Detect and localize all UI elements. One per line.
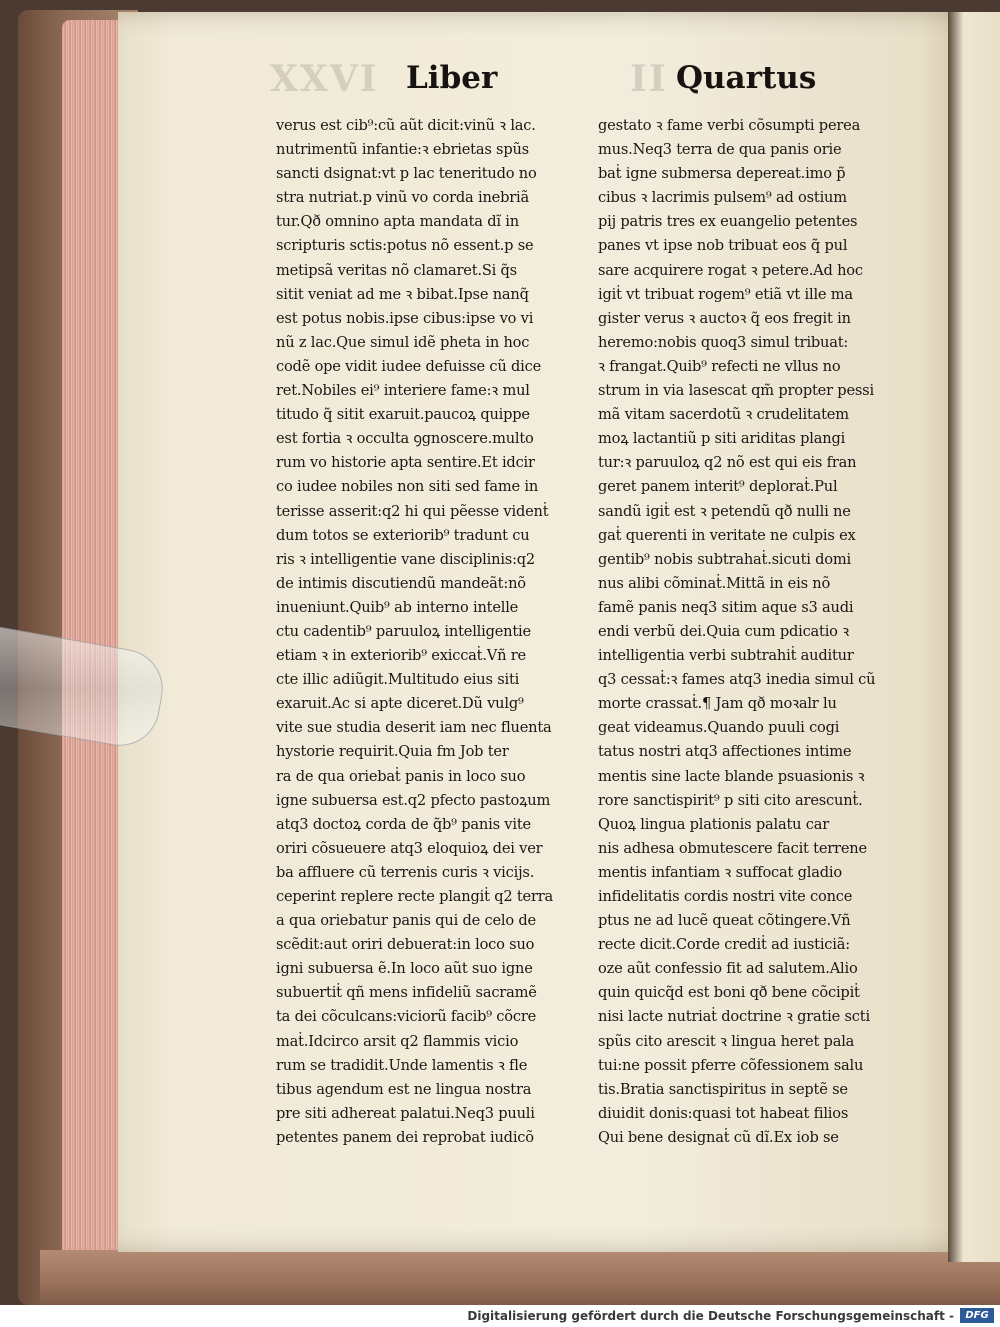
- text-line: nis adhesa obmutescere facit terrene: [598, 839, 867, 857]
- text-line: pre siti adhereat palatui.Neq3 puuli: [276, 1104, 535, 1122]
- text-line: Qui bene designaṫ cũ dĩ.Ex iob se: [598, 1128, 839, 1146]
- text-line: gestato ꝛ fame verbi cõsumpti perea: [598, 117, 861, 134]
- text-line: rum se tradidit.Unde lamentis ꝛ fle: [276, 1056, 528, 1074]
- text-line: recte dicit.Corde crediṫ ad iusticiã:: [598, 936, 850, 954]
- text-line: rore sanctispirit⁹ p siti cito arescunṫ.: [598, 791, 863, 809]
- text-line: Quoꝝ lingua plationis palatu car: [598, 815, 830, 833]
- text-line: est fortia ꝛ occulta ꝯgnoscere.multo: [276, 430, 534, 448]
- text-line: intelligentia verbi subtrahiṫ auditur: [598, 647, 854, 665]
- text-line: mentis infantiam ꝛ suffocat gladio: [598, 863, 842, 881]
- text-line: q3 cessaṫ:ꝛ fames atq3 inedia simul cũ: [598, 671, 876, 689]
- text-line: tur.Qð omnino apta mandata dĩ in: [276, 213, 519, 231]
- text-line: de intimis discutiendũ mandeãt:nõ: [276, 574, 526, 592]
- text-line: nutrimentũ infantie:ꝛ ebrietas spũs: [276, 141, 529, 159]
- text-line: infidelitatis cordis nostri vite conce: [598, 888, 853, 905]
- text-line: hystorie requirit.Quia fm Job ter: [276, 743, 509, 761]
- text-line: ta dei cõculcans:viciorũ facib⁹ cõcre: [276, 1008, 537, 1026]
- text-line: gaṫ querenti in veritate ne culpis ex: [598, 526, 856, 544]
- text-line: morte crassaṫ.¶ Jam qð moꝛalr lu: [598, 695, 837, 713]
- text-line: geat videamus.Quando puuli cogi: [598, 719, 840, 737]
- text-line: terisse asserit:q2 hi qui pẽesse videnṫ: [276, 502, 549, 520]
- text-line: cibus ꝛ lacrimis pulsem⁹ ad ostium: [598, 189, 847, 207]
- text-line: a qua oriebatur panis qui de celo de: [276, 912, 536, 930]
- text-line: baṫ igne submersa depereat.imo p̃: [598, 165, 846, 183]
- text-line: stra nutriat.p vinũ vo corda inebriã: [276, 189, 529, 207]
- text-line: ceperint replere recte plangiṫ q2 terra: [276, 888, 554, 905]
- text-line: metipsã veritas nõ clamaret.Si q̃s: [276, 261, 517, 279]
- text-line: etiam ꝛ in exteriorib⁹ exiccaṫ.Vñ re: [276, 647, 526, 665]
- text-line: gentib⁹ nobis subtrahaṫ.sicuti domi: [598, 550, 851, 568]
- text-line: ba affluere cũ terrenis curis ꝛ vicijs.: [276, 863, 535, 881]
- funding-notice: Digitalisierung gefördert durch die Deutsche Forschungsgemeinschaft -: [467, 1309, 954, 1323]
- text-line: rum vo historie apta sentire.Et idcir: [276, 454, 535, 472]
- text-line: quin quicq̃d est boni qð bene cõcipiṫ: [598, 984, 860, 1002]
- text-line: famẽ panis neq3 sitim aque s3 audi: [598, 598, 854, 616]
- text-line: sitit veniat ad me ꝛ bibat.Ipse nanq̃: [276, 285, 529, 303]
- text-line: spũs cito arescit ꝛ lingua heret pala: [598, 1032, 855, 1050]
- text-line: mentis sine lacte blande psuasionis ꝛ: [598, 767, 865, 785]
- text-line: mus.Neq3 terra de qua panis orie: [598, 141, 842, 159]
- dfg-logo: DFG: [960, 1308, 994, 1323]
- text-line: tatus nostri atq3 affectiones intime: [598, 743, 852, 761]
- text-line: moꝝ lactantiũ p siti ariditas plangi: [598, 430, 846, 448]
- text-line: tibus agendum est ne lingua nostra: [276, 1080, 532, 1098]
- text-line: cte illic adiũgit.Multitudo eius siti: [276, 671, 520, 689]
- bleed-through-left: XXVI: [270, 58, 379, 100]
- text-column-left: [276, 114, 588, 1150]
- text-line: nisi lacte nutriaṫ doctrine ꝛ gratie scti: [598, 1008, 870, 1026]
- text-line: inueniunt.Quib⁹ ab interno intelle: [276, 598, 519, 616]
- text-line: ret.Nobiles ei⁹ interiere fame:ꝛ mul: [276, 382, 530, 400]
- text-line: tis.Bratia sanctispiritus in septẽ se: [598, 1080, 848, 1098]
- text-line: tui:ne possit pferre cõfessionem salu: [598, 1056, 864, 1074]
- text-line: oriri cõsueuere atq3 eloquioꝝ dei ver: [276, 839, 543, 857]
- text-line: maṫ.Idcirco arsit q2 flammis vicio: [276, 1032, 519, 1050]
- text-line: mã vitam sacerdotũ ꝛ crudelitatem: [598, 406, 849, 424]
- text-line: igiṫ vt tribuat rogem⁹ etiã vt ille ma: [598, 285, 853, 303]
- text-line: sandũ igiṫ est ꝛ petendũ qð nulli ne: [598, 502, 851, 520]
- text-line: est potus nobis.ipse cibus:ipse vo vi: [276, 309, 534, 327]
- text-line: dum totos se exteriorib⁹ tradunt cu: [276, 526, 530, 544]
- text-line: co iudee nobiles non siti sed fame in: [276, 478, 539, 496]
- text-line: ptus ne ad lucẽ queat cõtingere.Vñ: [598, 912, 851, 930]
- text-line: codẽ ope vidit iudee defuisse cũ dice: [276, 357, 542, 375]
- text-line: gister verus ꝛ auctoꝛ q̃ eos fregit in: [598, 309, 851, 327]
- text-line: sare acquirere rogat ꝛ petere.Ad hoc: [598, 261, 863, 279]
- text-line: ctu cadentib⁹ paruuloꝝ intelligentie: [276, 622, 531, 640]
- text-line: igne subuersa est.q2 pfecto pastoꝝum: [276, 791, 551, 809]
- text-line: igni subuersa ẽ.In loco aũt suo igne: [276, 960, 533, 978]
- text-line: endi verbũ dei.Quia cum pdicatio ꝛ: [598, 622, 849, 640]
- running-head-right: Quartus: [676, 60, 817, 96]
- text-line: panes vt ipse nob tribuat eos q̃ pul: [598, 237, 848, 255]
- text-line: verus est cib⁹:cũ aũt dicit:vinũ ꝛ lac.: [276, 117, 536, 134]
- bleed-through-right: II: [630, 58, 668, 100]
- text-line: pij patris tres ex euangelio petentes: [598, 213, 858, 231]
- text-line: subuertiṫ qñ mens infideliũ sacramẽ: [276, 984, 537, 1002]
- book-cover-bottom: [40, 1250, 1000, 1305]
- text-line: exaruit.Ac si apte diceret.Dũ vulg⁹: [276, 695, 524, 713]
- text-line: strum in via lasescat qm̃ propter pessi: [598, 382, 874, 400]
- text-line: petentes panem dei reprobat iudicõ: [276, 1128, 534, 1146]
- text-line: vite sue studia deserit iam nec fluenta: [276, 719, 552, 737]
- text-line: scripturis sctis:potus nõ essent.p se: [276, 237, 534, 255]
- text-line: titudo q̃ sitit exaruit.paucoꝝ quippe: [276, 406, 530, 424]
- text-line: heremo:nobis quoq3 simul tribuat:: [598, 333, 849, 351]
- text-line: nus alibi cõminaṫ.Mittã in eis nõ: [598, 574, 831, 592]
- text-line: ꝛ frangat.Quib⁹ refecti ne vllus no: [598, 357, 841, 375]
- text-line: atq3 doctoꝝ corda de q̃b⁹ panis vite: [276, 815, 531, 833]
- footer-bar: [0, 1305, 1000, 1327]
- facing-page-sliver: [948, 12, 1000, 1262]
- text-line: ris ꝛ intelligentie vane disciplinis:q2: [276, 550, 536, 568]
- text-line: nũ z lac.Que simul idẽ pheta in hoc: [276, 333, 530, 351]
- running-head-left: Liber: [406, 60, 498, 96]
- text-line: oze aũt confessio fit ad salutem.Alio: [598, 960, 858, 978]
- text-column-right: [598, 114, 910, 1150]
- text-line: diuidit donis:quasi tot habeat filios: [598, 1104, 849, 1122]
- text-line: tur:ꝛ paruuloꝝ q2 nõ est qui eis fran: [598, 454, 857, 472]
- text-line: scẽdit:aut oriri debuerat:in loco suo: [276, 936, 535, 954]
- text-line: ra de qua oriebaṫ panis in loco suo: [276, 767, 526, 785]
- text-line: sancti dsignat:vt p lac teneritudo no: [276, 165, 537, 183]
- text-line: geret panem interit⁹ deploraṫ.Pul: [598, 478, 838, 496]
